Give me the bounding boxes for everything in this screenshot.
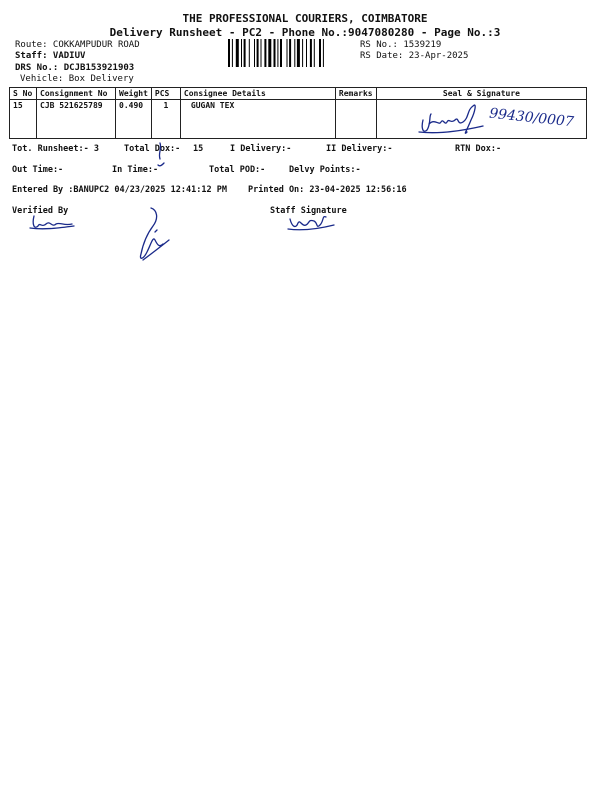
recipient-signature (417, 96, 487, 138)
printed-on: Printed On: 23-04-2025 12:56:16 (248, 185, 407, 195)
tot-runsheet: Tot. Runsheet:- 3 (12, 144, 99, 154)
staff-signature-label: Staff Signature (270, 206, 347, 216)
runsheet-table (9, 87, 587, 139)
delvy-points: Delvy Points:- (289, 165, 361, 175)
out-time: Out Time:- (12, 165, 64, 175)
cell-consignee: GUGAN TEX (180, 100, 335, 139)
cell-seal-signature (376, 100, 586, 139)
cell-remarks (335, 100, 376, 139)
pen-mark (154, 141, 168, 171)
cell-consignment: CJB 521625789 (37, 100, 116, 139)
drs-number: DRS No.: DCJB153921903 (15, 63, 135, 73)
col-sno: S No (10, 88, 37, 100)
table-header-row (10, 88, 587, 100)
runsheet-title: Delivery Runsheet - PC2 - Phone No.:9047080280 - Page No.:3 (109, 26, 501, 39)
cell-sno: 15 (10, 100, 37, 139)
supervisor-signature (133, 204, 173, 264)
company-title: THE PROFESSIONAL COURIERS, COIMBATORE (182, 12, 428, 25)
col-remarks: Remarks (335, 88, 376, 100)
col-seal-signature: Seal & Signature (376, 88, 586, 100)
rs-date: RS Date: 23-Apr-2025 (360, 51, 469, 61)
total-dox-label: Total Dox:- (124, 144, 181, 154)
col-consignee: Consignee Details (180, 88, 335, 100)
i-delivery: I Delivery:- (230, 144, 292, 154)
verifier-signature (28, 212, 76, 234)
barcode-image (228, 39, 350, 67)
table-row (10, 100, 587, 139)
col-consignment: Consignment No (37, 88, 116, 100)
entered-by: Entered By :BANUPC2 04/23/2025 12:41:12 PM (12, 185, 227, 195)
total-pod: Total POD:- (209, 165, 266, 175)
total-dox-value: 15 (193, 144, 204, 154)
staff-signature (286, 213, 336, 235)
route-label: Route: COKKAMPUDUR ROAD (15, 40, 140, 50)
col-weight: Weight (116, 88, 152, 100)
col-pcs: PCS (151, 88, 180, 100)
vehicle-label: Vehicle: Box Delivery (20, 74, 134, 84)
handwritten-note: 99430/0007 (488, 105, 575, 131)
cell-pcs: 1 (151, 100, 180, 139)
ii-delivery: II Delivery:- (326, 144, 393, 154)
rs-number: RS No.: 1539219 (360, 40, 442, 50)
rtn-dox: RTN Dox:- (455, 144, 502, 154)
in-time: In Time:- (112, 165, 159, 175)
verified-by-label: Verified By (12, 206, 69, 216)
staff-label: Staff: VADIUV (15, 51, 86, 61)
cell-weight: 0.490 (116, 100, 152, 139)
